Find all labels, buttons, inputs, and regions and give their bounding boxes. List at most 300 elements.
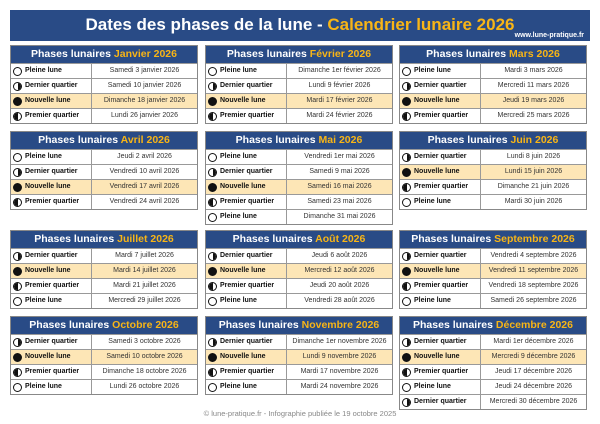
phase-date: Lundi 15 juin 2026	[504, 168, 563, 175]
phase-label: Dernier quartier	[25, 82, 78, 89]
phase-row	[11, 349, 197, 364]
phase-row	[400, 293, 586, 308]
month-header	[11, 46, 197, 63]
phase-row	[206, 364, 392, 379]
phase-row	[206, 209, 392, 224]
phase-date: Mardi 7 juillet 2026	[115, 252, 174, 259]
phase-row	[11, 78, 197, 93]
new-moon-icon	[402, 97, 411, 106]
month-name: Janvier 2026	[113, 48, 177, 60]
last-quarter-icon	[13, 338, 22, 347]
phase-label: Premier quartier	[25, 112, 80, 119]
phase-label: Pleine lune	[414, 198, 451, 205]
phase-date: Mardi 3 mars 2026	[504, 67, 563, 74]
phase-cell	[11, 350, 92, 364]
full-moon-icon	[13, 153, 22, 162]
phase-cell	[400, 180, 481, 194]
phase-date: Jeudi 20 août 2026	[309, 282, 370, 289]
site-url: www.lune-pratique.fr	[514, 32, 584, 39]
phase-label: Nouvelle lune	[25, 267, 71, 274]
month-header	[11, 317, 197, 334]
month-header-prefix: Phases lunaires	[34, 233, 115, 245]
phase-label: Dernier quartier	[25, 252, 78, 259]
month-name: Septembre 2026	[494, 233, 575, 245]
phase-label: Nouvelle lune	[220, 97, 266, 104]
phase-cell	[206, 264, 287, 278]
month-header-prefix: Phases lunaires	[31, 48, 111, 60]
month-header	[206, 231, 392, 248]
phase-label: Dernier quartier	[220, 168, 273, 175]
phase-cell	[11, 335, 92, 349]
phase-cell	[11, 264, 92, 278]
phase-date: Samedi 10 octobre 2026	[106, 353, 183, 360]
last-quarter-icon	[402, 338, 411, 347]
phase-label: Pleine lune	[220, 153, 257, 160]
month-header-prefix: Phases lunaires	[413, 319, 493, 331]
phase-date: Lundi 26 janvier 2026	[111, 112, 178, 119]
full-moon-icon	[13, 67, 22, 76]
last-quarter-icon	[208, 252, 217, 261]
phase-row	[206, 379, 392, 394]
phase-row	[11, 248, 197, 263]
phase-cell	[400, 294, 481, 308]
month-name: Août 2026	[315, 233, 366, 245]
phase-row	[400, 334, 586, 349]
full-moon-icon	[208, 67, 217, 76]
footer-credit: © lune-pratique.fr - Infographie publiée le 19 octobre 2025	[203, 409, 397, 418]
phase-label: Dernier quartier	[414, 398, 467, 405]
phase-label: Pleine lune	[25, 153, 62, 160]
phase-date: Samedi 16 mai 2026	[307, 183, 372, 190]
first-quarter-icon	[13, 368, 22, 377]
phase-label: Premier quartier	[220, 368, 275, 375]
phase-cell	[11, 64, 92, 78]
first-quarter-icon	[208, 368, 217, 377]
phase-cell	[206, 165, 287, 179]
phase-date: Jeudi 6 août 2026	[311, 252, 368, 259]
last-quarter-icon	[402, 398, 411, 407]
phase-row	[206, 293, 392, 308]
new-moon-icon	[13, 353, 22, 362]
phase-label: Premier quartier	[414, 112, 469, 119]
month-table	[10, 316, 198, 395]
full-moon-icon	[402, 67, 411, 76]
month-header-prefix: Phases lunaires	[235, 134, 316, 146]
phase-date: Dimanche 18 octobre 2026	[102, 368, 187, 375]
phase-cell	[11, 380, 92, 394]
phase-date: Dimanche 31 mai 2026	[303, 213, 376, 220]
phase-label: Nouvelle lune	[220, 183, 266, 190]
phase-cell	[400, 335, 481, 349]
month-name: Décembre 2026	[495, 319, 573, 331]
phase-label: Premier quartier	[220, 112, 275, 119]
phase-date: Mercredi 12 août 2026	[304, 267, 375, 274]
phase-cell	[11, 180, 92, 194]
last-quarter-icon	[208, 338, 217, 347]
phase-date: Vendredi 17 avril 2026	[109, 183, 180, 190]
phase-cell	[206, 180, 287, 194]
full-moon-icon	[402, 198, 411, 207]
phase-date: Mercredi 25 mars 2026	[497, 112, 570, 119]
phase-label: Dernier quartier	[414, 338, 467, 345]
phase-cell	[206, 350, 287, 364]
phase-cell	[400, 165, 481, 179]
phase-row	[11, 93, 197, 108]
phase-row	[206, 349, 392, 364]
last-quarter-icon	[13, 168, 22, 177]
phase-cell	[206, 195, 287, 209]
month-name: Avril 2026	[120, 134, 170, 146]
phase-row	[400, 93, 586, 108]
last-quarter-icon	[208, 168, 217, 177]
new-moon-icon	[208, 267, 217, 276]
phase-label: Nouvelle lune	[220, 353, 266, 360]
phase-date: Mardi 30 juin 2026	[504, 198, 563, 205]
month-header-prefix: Phases lunaires	[426, 48, 507, 60]
phase-date: Dimanche 1er février 2026	[298, 67, 381, 74]
phase-date: Vendredi 10 avril 2026	[109, 168, 180, 175]
phase-row	[400, 364, 586, 379]
month-name: Juillet 2026	[117, 233, 174, 245]
phase-date: Samedi 10 janvier 2026	[107, 82, 182, 89]
new-moon-icon	[13, 183, 22, 192]
phase-row	[400, 108, 586, 123]
full-moon-icon	[208, 213, 217, 222]
phase-cell	[206, 64, 287, 78]
phase-date: Dimanche 18 janvier 2026	[103, 97, 186, 104]
phase-row	[11, 379, 197, 394]
phase-cell	[400, 264, 481, 278]
phase-cell	[206, 109, 287, 123]
phase-cell	[400, 395, 481, 409]
first-quarter-icon	[402, 112, 411, 121]
month-table	[399, 230, 587, 309]
phase-date: Dimanche 21 juin 2026	[497, 183, 570, 190]
phase-label: Nouvelle lune	[414, 168, 460, 175]
phase-row	[400, 263, 586, 278]
full-moon-icon	[208, 153, 217, 162]
new-moon-icon	[13, 267, 22, 276]
month-header-prefix: Phases lunaires	[218, 319, 299, 331]
phase-cell	[400, 380, 481, 394]
phase-date: Mardi 14 juillet 2026	[113, 267, 176, 274]
month-table	[205, 230, 393, 309]
first-quarter-icon	[13, 112, 22, 121]
phase-cell	[11, 165, 92, 179]
phase-row	[400, 149, 586, 164]
phase-cell	[400, 150, 481, 164]
phase-label: Pleine lune	[414, 297, 451, 304]
month-header-prefix: Phases lunaires	[226, 48, 307, 60]
first-quarter-icon	[402, 282, 411, 291]
phase-row	[11, 63, 197, 78]
phase-row	[11, 194, 197, 209]
month-table	[10, 45, 198, 124]
first-quarter-icon	[13, 198, 22, 207]
phase-row	[400, 248, 586, 263]
phase-cell	[11, 294, 92, 308]
month-header-prefix: Phases lunaires	[427, 134, 508, 146]
last-quarter-icon	[402, 153, 411, 162]
phase-cell	[11, 195, 92, 209]
phase-row	[400, 194, 586, 209]
phase-row	[206, 334, 392, 349]
last-quarter-icon	[13, 252, 22, 261]
month-table	[205, 316, 393, 395]
phase-cell	[400, 249, 481, 263]
phase-cell	[206, 365, 287, 379]
phase-date: Vendredi 24 avril 2026	[109, 198, 180, 205]
phase-date: Jeudi 24 décembre 2026	[494, 383, 573, 390]
phase-date: Lundi 9 novembre 2026	[302, 353, 377, 360]
phase-date: Mercredi 29 juillet 2026	[108, 297, 181, 304]
phase-date: Vendredi 11 septembre 2026	[488, 267, 579, 274]
phase-label: Pleine lune	[220, 383, 257, 390]
month-header	[400, 317, 586, 334]
phase-date: Jeudi 19 mars 2026	[502, 97, 565, 104]
phase-cell	[206, 294, 287, 308]
month-table	[399, 45, 587, 124]
month-header	[11, 231, 197, 248]
phase-row	[11, 179, 197, 194]
phase-date: Samedi 26 septembre 2026	[490, 297, 577, 304]
phase-row	[206, 108, 392, 123]
phase-label: Pleine lune	[414, 383, 451, 390]
phase-label: Dernier quartier	[25, 338, 78, 345]
phase-cell	[11, 365, 92, 379]
phase-date: Lundi 26 octobre 2026	[109, 383, 180, 390]
full-moon-icon	[13, 383, 22, 392]
phase-label: Pleine lune	[414, 67, 451, 74]
month-header-prefix: Phases lunaires	[38, 134, 119, 146]
month-table	[399, 131, 587, 210]
phase-label: Pleine lune	[220, 67, 257, 74]
page-title-accent: Calendrier lunaire 2026	[327, 15, 515, 34]
phase-row	[206, 63, 392, 78]
phase-label: Nouvelle lune	[25, 353, 71, 360]
phase-cell	[206, 249, 287, 263]
phase-date: Samedi 3 janvier 2026	[109, 67, 180, 74]
phase-cell	[11, 79, 92, 93]
month-name: Octobre 2026	[112, 319, 179, 331]
new-moon-icon	[208, 353, 217, 362]
phase-cell	[400, 279, 481, 293]
phase-date: Samedi 23 mai 2026	[307, 198, 372, 205]
phase-label: Dernier quartier	[25, 168, 78, 175]
phase-cell	[400, 94, 481, 108]
phase-row	[400, 63, 586, 78]
phase-date: Lundi 9 février 2026	[308, 82, 371, 89]
month-table	[399, 316, 587, 410]
phase-row	[400, 78, 586, 93]
first-quarter-icon	[402, 183, 411, 192]
phase-cell	[206, 94, 287, 108]
month-header	[206, 317, 392, 334]
phase-row	[11, 278, 197, 293]
phase-label: Premier quartier	[414, 282, 469, 289]
month-name: Mars 2026	[509, 48, 560, 60]
phase-cell	[206, 279, 287, 293]
phase-row	[400, 379, 586, 394]
phase-label: Dernier quartier	[220, 82, 273, 89]
phase-label: Pleine lune	[25, 67, 62, 74]
page-title-main: Dates des phases de la lune	[85, 15, 313, 34]
month-header	[206, 132, 392, 149]
month-name: Mai 2026	[318, 134, 363, 146]
month-table	[10, 230, 198, 309]
phase-date: Samedi 3 octobre 2026	[108, 338, 181, 345]
phase-label: Pleine lune	[25, 297, 62, 304]
month-header	[400, 231, 586, 248]
phase-cell	[206, 335, 287, 349]
full-moon-icon	[208, 383, 217, 392]
phase-row	[400, 179, 586, 194]
phase-row	[11, 334, 197, 349]
first-quarter-icon	[208, 112, 217, 121]
phase-cell	[11, 150, 92, 164]
month-table	[10, 131, 198, 210]
phase-cell	[206, 150, 287, 164]
phase-label: Pleine lune	[220, 297, 257, 304]
last-quarter-icon	[402, 82, 411, 91]
full-moon-icon	[208, 297, 217, 306]
full-moon-icon	[402, 383, 411, 392]
phase-cell	[400, 195, 481, 209]
month-header-prefix: Phases lunaires	[411, 233, 492, 245]
phase-label: Nouvelle lune	[25, 97, 71, 104]
phase-row	[206, 263, 392, 278]
phase-row	[206, 78, 392, 93]
phase-cell	[400, 64, 481, 78]
month-header	[400, 46, 586, 63]
phase-date: Mardi 24 février 2026	[306, 112, 373, 119]
month-name: Février 2026	[309, 48, 372, 60]
phase-label: Nouvelle lune	[414, 267, 460, 274]
phase-label: Dernier quartier	[414, 82, 467, 89]
full-moon-icon	[13, 297, 22, 306]
first-quarter-icon	[208, 198, 217, 207]
page-title-separator: -	[312, 15, 328, 34]
phase-label: Premier quartier	[220, 282, 275, 289]
month-table	[205, 131, 393, 225]
phase-date: Mardi 1er décembre 2026	[493, 338, 574, 345]
month-header	[400, 132, 586, 149]
phase-date: Mercredi 30 décembre 2026	[489, 398, 578, 405]
phase-label: Premier quartier	[414, 368, 469, 375]
phase-cell	[400, 350, 481, 364]
new-moon-icon	[13, 97, 22, 106]
phase-row	[206, 194, 392, 209]
last-quarter-icon	[208, 82, 217, 91]
new-moon-icon	[402, 168, 411, 177]
phase-cell	[206, 380, 287, 394]
phase-row	[11, 263, 197, 278]
phase-row	[206, 179, 392, 194]
phase-date: Jeudi 17 décembre 2026	[494, 368, 573, 375]
phase-label: Premier quartier	[25, 368, 80, 375]
phase-date: Mardi 17 février 2026	[306, 97, 373, 104]
phase-row	[206, 93, 392, 108]
month-name: Novembre 2026	[301, 319, 380, 331]
new-moon-icon	[208, 97, 217, 106]
last-quarter-icon	[402, 252, 411, 261]
phase-row	[206, 278, 392, 293]
phase-cell	[11, 279, 92, 293]
full-moon-icon	[402, 297, 411, 306]
phase-row	[11, 164, 197, 179]
phase-row	[11, 149, 197, 164]
phase-date: Vendredi 28 août 2026	[304, 297, 375, 304]
phase-date: Mardi 21 juillet 2026	[113, 282, 176, 289]
phase-cell	[400, 365, 481, 379]
phase-label: Dernier quartier	[220, 252, 273, 259]
month-table	[205, 45, 393, 124]
phase-label: Pleine lune	[25, 383, 62, 390]
phase-date: Vendredi 18 septembre 2026	[488, 282, 579, 289]
phase-label: Nouvelle lune	[25, 183, 71, 190]
phase-cell	[400, 79, 481, 93]
phase-date: Samedi 9 mai 2026	[309, 168, 370, 175]
phase-cell	[206, 210, 287, 224]
phase-label: Nouvelle lune	[414, 353, 460, 360]
phase-label: Pleine lune	[220, 213, 257, 220]
phase-row	[400, 349, 586, 364]
first-quarter-icon	[13, 282, 22, 291]
last-quarter-icon	[13, 82, 22, 91]
month-header	[206, 46, 392, 63]
phase-row	[400, 278, 586, 293]
phase-label: Nouvelle lune	[220, 267, 266, 274]
phase-label: Dernier quartier	[414, 252, 467, 259]
phase-label: Nouvelle lune	[414, 97, 460, 104]
phase-date: Vendredi 1er mai 2026	[304, 153, 375, 160]
phase-date: Jeudi 2 avril 2026	[117, 153, 172, 160]
phase-row	[400, 164, 586, 179]
phase-row	[11, 364, 197, 379]
phase-label: Premier quartier	[25, 282, 80, 289]
month-header-prefix: Phases lunaires	[29, 319, 110, 331]
phase-cell	[11, 249, 92, 263]
new-moon-icon	[208, 183, 217, 192]
phase-date: Mardi 17 novembre 2026	[300, 368, 379, 375]
phase-date: Dimanche 1er novembre 2026	[292, 338, 387, 345]
new-moon-icon	[402, 267, 411, 276]
phase-date: Vendredi 4 septembre 2026	[490, 252, 577, 259]
first-quarter-icon	[402, 368, 411, 377]
new-moon-icon	[402, 353, 411, 362]
phase-label: Premier quartier	[220, 198, 275, 205]
phase-row	[206, 164, 392, 179]
phase-date: Mercredi 11 mars 2026	[497, 82, 570, 89]
phase-cell	[206, 79, 287, 93]
phase-date: Lundi 8 juin 2026	[506, 153, 561, 160]
phase-label: Dernier quartier	[414, 153, 467, 160]
month-header-prefix: Phases lunaires	[232, 233, 313, 245]
phase-cell	[400, 109, 481, 123]
phase-cell	[11, 94, 92, 108]
phase-cell	[11, 109, 92, 123]
phase-label: Dernier quartier	[220, 338, 273, 345]
phase-row	[11, 108, 197, 123]
phase-row	[11, 293, 197, 308]
month-name: Juin 2026	[510, 134, 559, 146]
phase-label: Premier quartier	[25, 198, 80, 205]
phase-date: Mardi 24 novembre 2026	[300, 383, 379, 390]
first-quarter-icon	[208, 282, 217, 291]
phase-row	[400, 394, 586, 409]
phase-row	[206, 149, 392, 164]
phase-date: Mercredi 9 décembre 2026	[491, 353, 576, 360]
